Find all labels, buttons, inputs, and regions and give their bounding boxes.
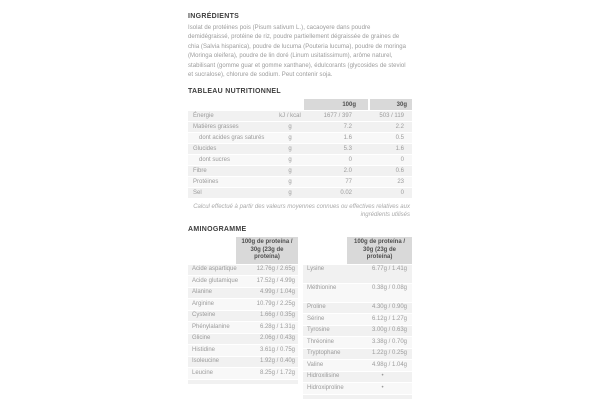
table-row bbox=[188, 368, 298, 379]
aminogram-table-right bbox=[303, 237, 412, 399]
header-spacer bbox=[188, 237, 234, 264]
table-row bbox=[188, 265, 298, 276]
table-row bbox=[303, 303, 412, 314]
row-label: dont acides gras saturés bbox=[199, 134, 265, 141]
table-row bbox=[303, 326, 412, 337]
row-value-100g: 1.6 bbox=[343, 134, 352, 141]
amino-label: Tryptophane bbox=[307, 350, 341, 357]
amino-label: Alanine bbox=[192, 289, 213, 296]
amino-label: Proline bbox=[307, 304, 326, 311]
table-row bbox=[188, 177, 412, 187]
aminogram-left-header bbox=[188, 237, 298, 264]
amino-label: Hidroxilisine bbox=[307, 373, 340, 380]
amino-value: • bbox=[381, 384, 384, 391]
column-header-100g: 100g bbox=[304, 99, 368, 110]
amino-label: Leucine bbox=[192, 369, 214, 376]
row-value-100g: 77 bbox=[345, 178, 352, 185]
amino-label: Tyrosine bbox=[307, 327, 330, 334]
amino-label: Hidroxiproline bbox=[307, 384, 344, 391]
table-row bbox=[188, 357, 298, 368]
table-row bbox=[188, 334, 298, 345]
amino-value: 3.00g / 0.63g bbox=[371, 327, 407, 334]
nutrition-heading: TABLEAU NUTRITIONNEL bbox=[188, 88, 281, 96]
row-label: dont sucres bbox=[199, 156, 231, 163]
amino-label: Lysine bbox=[307, 266, 325, 273]
amino-label: Thréonine bbox=[307, 338, 335, 345]
row-value-30g: 2.2 bbox=[395, 123, 404, 130]
row-value-100g: 5.3 bbox=[343, 145, 352, 152]
table-row bbox=[303, 284, 412, 302]
row-unit: g bbox=[288, 156, 292, 163]
header-spacer bbox=[188, 99, 302, 110]
row-value-30g: 1.6 bbox=[395, 145, 404, 152]
row-value-100g: 0.02 bbox=[340, 189, 352, 196]
row-unit: g bbox=[288, 178, 292, 185]
amino-label: Arginine bbox=[192, 300, 215, 307]
row-value-30g: 0.6 bbox=[395, 167, 404, 174]
table-row bbox=[303, 265, 412, 283]
cropped-row bbox=[303, 395, 412, 399]
row-value-30g: 0 bbox=[400, 156, 404, 163]
amino-value: 6.77g / 1.41g bbox=[371, 266, 407, 273]
column-header-protein: 100g de proteína / 30g (23g de proteína) bbox=[347, 237, 412, 264]
amino-value: 6.28g / 1.31g bbox=[259, 323, 295, 330]
table-row bbox=[188, 276, 298, 287]
amino-label: Isoleucine bbox=[192, 358, 220, 365]
column-header-30g: 30g bbox=[370, 99, 412, 110]
row-label: Fibre bbox=[193, 167, 207, 174]
amino-value: 4.98g / 1.04g bbox=[371, 361, 407, 368]
table-row bbox=[188, 288, 298, 299]
amino-value: 1.92g / 0.40g bbox=[259, 358, 295, 365]
row-unit: g bbox=[288, 167, 292, 174]
table-row bbox=[303, 360, 412, 371]
row-label: Protéines bbox=[193, 178, 219, 185]
table-row bbox=[188, 144, 412, 154]
row-value-100g: 0 bbox=[348, 156, 352, 163]
row-unit: g bbox=[288, 123, 292, 130]
amino-value: 8.25g / 1.72g bbox=[259, 369, 295, 376]
table-row bbox=[188, 122, 412, 132]
nutrition-table-header bbox=[188, 99, 412, 110]
amino-value: 1.66g / 0.35g bbox=[259, 312, 295, 319]
amino-value: 4.30g / 0.90g bbox=[371, 304, 407, 311]
amino-label: Glicine bbox=[192, 335, 211, 342]
table-row bbox=[303, 372, 412, 383]
row-unit: g bbox=[288, 145, 292, 152]
row-value-30g: 503 / 119 bbox=[379, 112, 404, 119]
table-row bbox=[303, 349, 412, 360]
table-row bbox=[303, 314, 412, 325]
aminogram-table-left bbox=[188, 237, 298, 399]
header-spacer bbox=[303, 237, 345, 264]
table-row bbox=[303, 337, 412, 348]
amino-value: 3.38g / 0.70g bbox=[371, 338, 407, 345]
amino-value: • bbox=[381, 373, 384, 380]
amino-value: 4.99g / 1.04g bbox=[259, 289, 295, 296]
row-label: Sel bbox=[193, 189, 202, 196]
amino-label: Acide glutamique bbox=[192, 277, 239, 284]
cropped-row bbox=[188, 380, 298, 384]
amino-value: 0.38g / 0.08g bbox=[371, 285, 407, 292]
ingredients-heading: INGRÉDIENTS bbox=[188, 13, 240, 20]
row-value-30g: 0.5 bbox=[395, 134, 404, 141]
amino-label: Histidine bbox=[192, 346, 216, 353]
amino-value: 17.52g / 4.99g bbox=[256, 277, 295, 284]
aminogram-heading: AMINOGRAMME bbox=[188, 226, 247, 234]
amino-label: Valine bbox=[307, 361, 324, 368]
row-unit: g bbox=[288, 189, 292, 196]
amino-value: 2.06g / 0.43g bbox=[259, 335, 295, 342]
amino-label: Méthionine bbox=[307, 285, 337, 292]
ingredients-text: Isolat de protéines pois (Pisum sativum L.), cacaoyere dans poudre demidégraissé, protéine de riz, poudre partiellement dégraissée de graines de chia (Salvia hispanica), poudre de lucuma (Pouteria lucuma), poudre de moringa (Moringa oleifera), poudre de lin doré (Linum usitatissimum), arôme naturel, stabilisant (gomme guar et gomme xanthane), édulcorants (glycosides de steviol et sucralose), chlorure de sodium. Peut contenir soja. bbox=[188, 25, 407, 79]
content-column bbox=[188, 13, 412, 399]
table-row bbox=[188, 166, 412, 176]
table-row bbox=[303, 383, 412, 394]
amino-label: Sérine bbox=[307, 315, 325, 322]
amino-value: 12.76g / 2.65g bbox=[256, 266, 295, 273]
table-row bbox=[188, 133, 412, 143]
nutrition-table bbox=[188, 99, 412, 219]
row-value-100g: 1677 / 397 bbox=[323, 112, 352, 119]
amino-label: Acide aspartique bbox=[192, 266, 237, 273]
table-row bbox=[188, 322, 298, 333]
amino-value: 10.79g / 2.25g bbox=[256, 300, 295, 307]
table-row bbox=[188, 311, 298, 322]
aminogram-tables bbox=[188, 237, 412, 399]
amino-label: Phénylalanine bbox=[192, 323, 230, 330]
table-row bbox=[188, 111, 412, 121]
amino-label: Cysteine bbox=[192, 312, 216, 319]
row-label: Matières grasses bbox=[193, 123, 239, 130]
row-value-100g: 2.0 bbox=[343, 167, 352, 174]
row-value-30g: 23 bbox=[397, 178, 404, 185]
table-row bbox=[188, 299, 298, 310]
row-unit: g bbox=[288, 134, 292, 141]
table-row bbox=[188, 345, 298, 356]
row-value-100g: 7.2 bbox=[343, 123, 352, 130]
row-value-30g: 0 bbox=[400, 189, 404, 196]
aminogram-right-header bbox=[303, 237, 412, 264]
amino-value: 1.22g / 0.25g bbox=[371, 350, 407, 357]
table-row bbox=[188, 188, 412, 198]
row-label: Énergie bbox=[193, 112, 214, 119]
nutrition-footnote: Calcul effectué à partir des valeurs moyennes connues ou effectives relatives aux ingrédients utilisés bbox=[193, 204, 410, 219]
column-header-protein: 100g de proteína / 30g (23g de proteína) bbox=[236, 237, 298, 264]
amino-value: 3.61g / 0.75g bbox=[259, 346, 295, 353]
row-label: Glucides bbox=[193, 145, 217, 152]
row-unit: kJ / kcal bbox=[279, 112, 301, 119]
table-row bbox=[188, 155, 412, 165]
amino-value: 6.12g / 1.27g bbox=[371, 315, 407, 322]
